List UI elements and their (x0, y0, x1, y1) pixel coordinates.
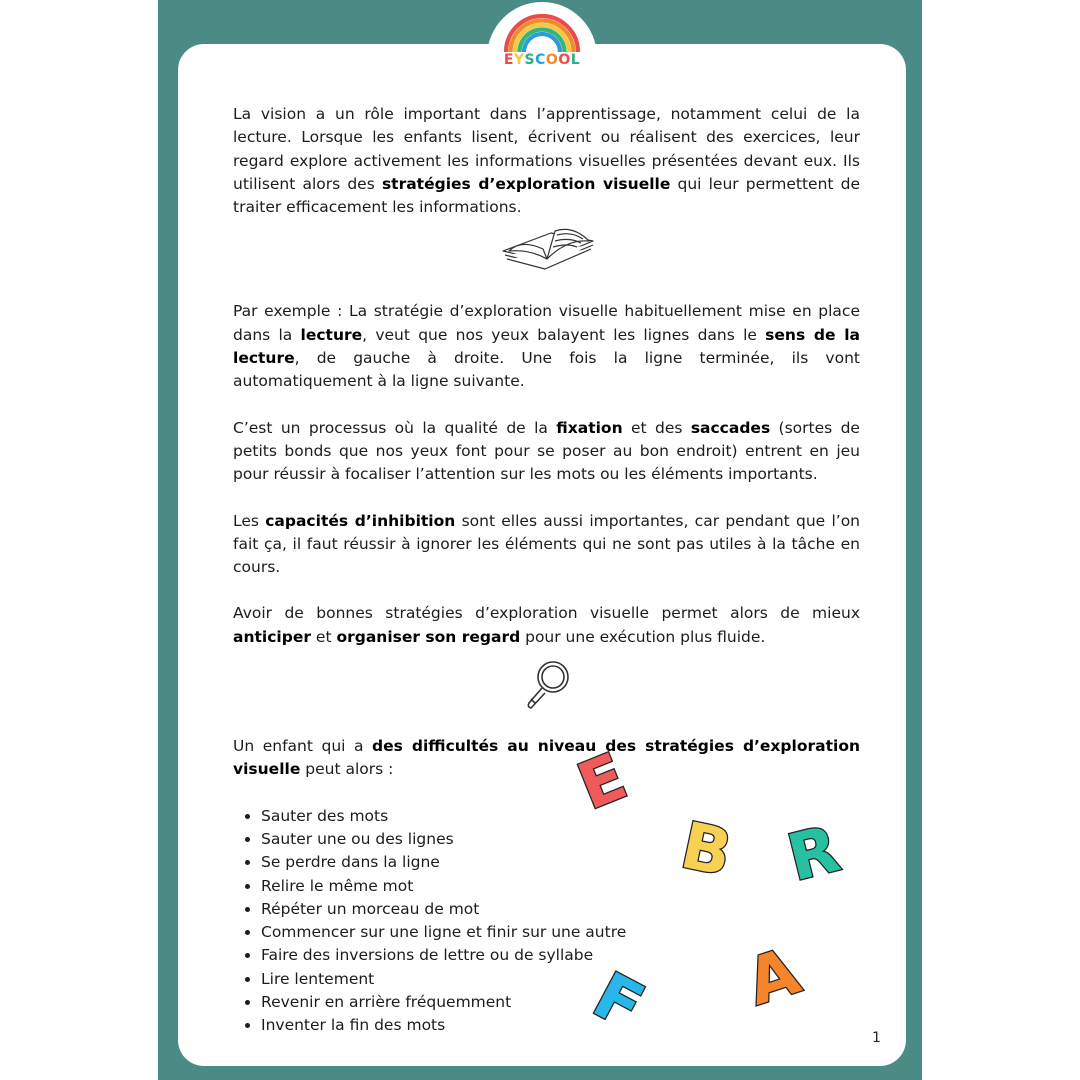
text: qui leur permettent de traiter efficacement les informations. (233, 174, 860, 217)
text: , de gauche à droite. Une fois la ligne terminée, ils vont automatiquement à la ligne suivante. (233, 349, 860, 391)
text: Un enfant qui a (233, 737, 373, 756)
bold-term: capacités d’inhibition (265, 511, 456, 530)
list-item: • Se perdre dans la ligne (261, 851, 860, 874)
bold-term: organiser son regard (336, 627, 521, 646)
example-paragraph (233, 300, 860, 393)
brand-wordmark (494, 52, 590, 68)
logo-letter: E (503, 52, 514, 68)
bold-term: stratégies d’exploration visuelle (381, 174, 671, 193)
list-item: • Relire le même mot (261, 875, 860, 898)
text: et des (622, 418, 691, 437)
text: Par exemple : La stratégie d’exploration visuelle habituellement mise en place dans la (233, 302, 860, 344)
difficulties-list (233, 805, 860, 1038)
bold-term: des difficultés au niveau des stratégies d’exploration visuelle (233, 737, 861, 779)
strategies-paragraph (233, 602, 860, 649)
decor-letter-f: F (581, 959, 655, 1045)
page-number: 1 (872, 1030, 881, 1046)
text: Avoir de bonnes stratégies d’exploration visuelle permet alors de mieux (233, 604, 860, 623)
list-item: • Répéter un morceau de mot (261, 898, 860, 921)
decor-letter-a: A (738, 934, 809, 1021)
decor-letter-r: R (780, 812, 847, 897)
decor-letter-e: E (568, 739, 637, 825)
bold-term: anticiper (233, 627, 311, 646)
logo-letter: O (558, 52, 571, 68)
bold-term: lecture (300, 325, 363, 344)
list-item: • Revenir en arrière fréquemment (261, 991, 860, 1014)
text: , veut que nos yeux balayent les lignes dans le (362, 325, 766, 344)
process-paragraph (233, 417, 860, 487)
text: Les (233, 511, 266, 530)
logo-letter: Y (513, 52, 525, 68)
text: pour une exécution plus fluide. (520, 627, 766, 646)
list-item: • Sauter une ou des lignes (261, 828, 860, 851)
text: sont elles aussi importantes, car pendant que l’on fait ça, il faut réussir à ignorer les éléments qui ne sont pas utiles à la tâche en cours. (233, 511, 860, 577)
bold-term: sens de la lecture (233, 325, 860, 368)
magnifying-glass-icon (517, 655, 577, 715)
intro-paragraph (233, 103, 860, 219)
bold-term: saccades (690, 418, 771, 437)
text: La vision a un rôle important dans l’apprentissage, notamment celui de la lecture. Lorsque les enfants lisent, écrivent ou réalisent des exercices, leur regard explore activement les informations visuelles présentées devant eux. Ils utilisent alors des (233, 105, 860, 193)
logo-letter: O (545, 52, 559, 68)
decor-letter-b: B (674, 808, 738, 892)
difficulties-paragraph (233, 735, 860, 782)
logo-letter: C (535, 52, 546, 68)
list-item: • Lire lentement (261, 968, 860, 991)
list-item: • Faire des inversions de lettre ou de syllabe (261, 944, 860, 967)
list-item: • Commencer sur une ligne et finir sur une autre (261, 921, 860, 944)
list-item: • Inventer la fin des mots (261, 1014, 860, 1037)
list-item: • Sauter des mots (261, 805, 860, 828)
text: (sortes de petits bonds que nos yeux font pour se poser au bon endroit) entrent en jeu pour réussir à focaliser l’attention sur les mots ou les éléments importants. (233, 418, 860, 484)
logo-letter: L (570, 52, 581, 68)
logo-letter: S (524, 52, 536, 68)
bold-term: fixation (556, 418, 623, 437)
text: C’est un processus où la qualité de la (233, 418, 557, 437)
text: peut alors : (300, 760, 394, 779)
text: et (310, 627, 337, 646)
open-book-icon (497, 221, 597, 277)
inhibition-paragraph (233, 510, 860, 580)
document-body (233, 103, 860, 1038)
